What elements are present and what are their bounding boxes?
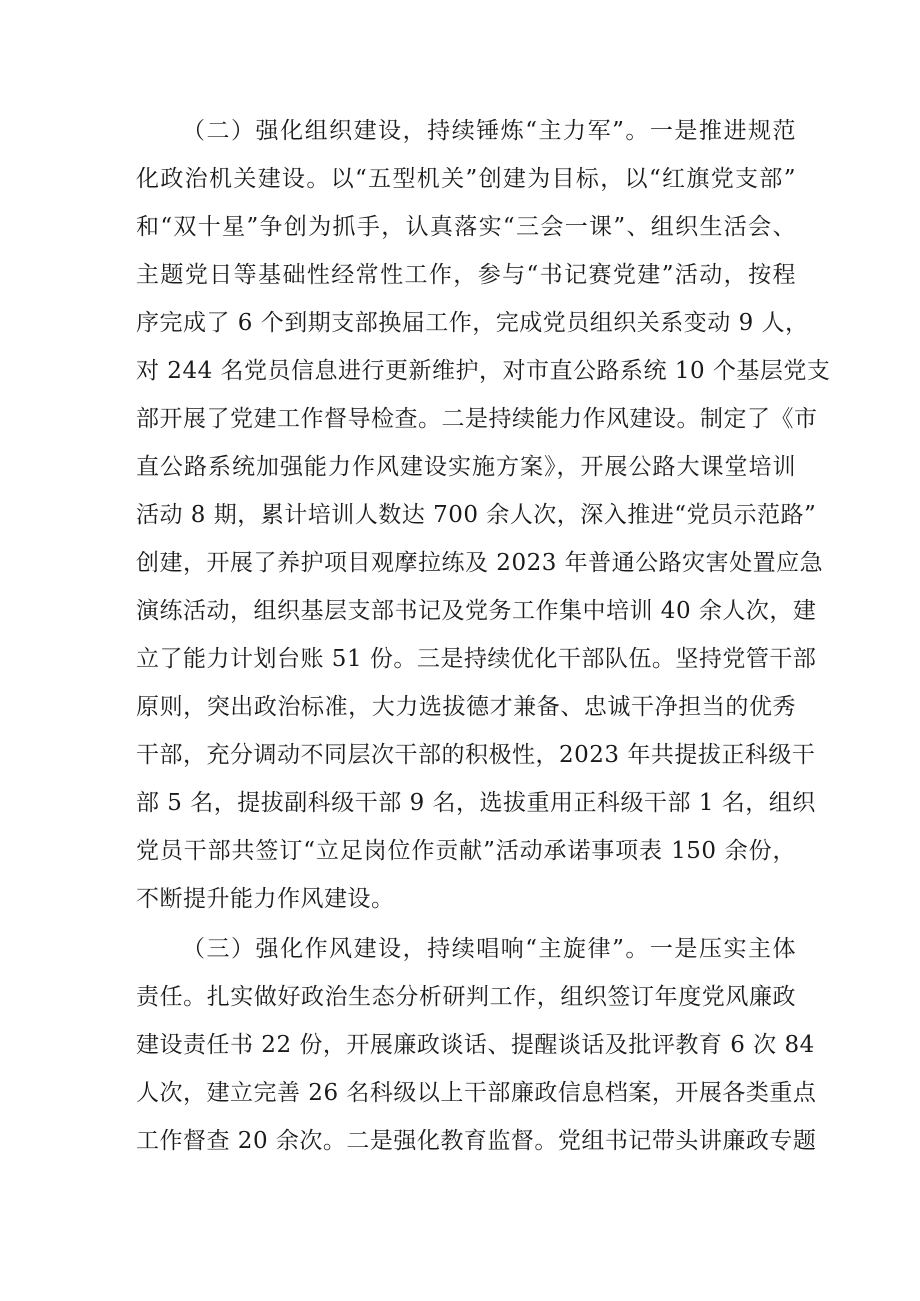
text-line: 党员干部共签订“立足岗位作贡献”活动承诺事项表 150 余份，: [136, 838, 796, 864]
text-line: 直公路系统加强能力作风建设实施方案》，开展公路大课堂培训: [136, 454, 796, 480]
text-line: 原则，突出政治标准，大力选拔德才兼备、忠诚干净担当的优秀: [136, 694, 796, 720]
text-line: 部 5 名，提拔副科级干部 9 名，选拔重用正科级干部 1 名，组织: [136, 790, 816, 816]
text-line: 干部，充分调动不同层次干部的积极性，2023 年共提拔正科级干: [136, 742, 816, 768]
text-line: 部开展了党建工作督导检查。二是持续能力作风建设。制定了《市: [136, 406, 818, 432]
text-line: 工作督查 20 余次。二是强化教育监督。党组书记带头讲廉政专题: [136, 1128, 817, 1154]
text-line: 创建，开展了养护项目观摩拉练及 2023 年普通公路灾害处置应急: [136, 550, 824, 576]
text-line: 活动 8 期，累计培训人数达 700 余人次，深入推进“党员示范路”: [136, 502, 817, 528]
paragraph-work-style-building: [136, 925, 817, 1165]
text-line: 人次，建立完善 26 名科级以上干部廉政信息档案，开展各类重点: [136, 1080, 817, 1106]
text-line: 化政治机关建设。以“五型机关”创建为目标，以“红旗党支部”: [136, 166, 796, 192]
text-line: 立了能力计划台账 51 份。三是持续优化干部队伍。坚持党管干部: [136, 646, 817, 672]
text-line: 演练活动，组织基层支部书记及党务工作集中培训 40 余人次，建: [136, 598, 817, 624]
text-line: 建设责任书 22 份，开展廉政谈话、提醒谈话及批评教育 6 次 84: [136, 1032, 815, 1058]
text-line: 主题党日等基础性经常性工作，参与“书记赛党建”活动，按程: [136, 262, 796, 288]
text-line: 对 244 名党员信息进行更新维护，对市直公路系统 10 个基层党支: [136, 358, 831, 384]
text-line: 责任。扎实做好政治生态分析研判工作，组织签订年度党风廉政: [136, 984, 796, 1010]
text-line: 序完成了 6 个到期支部换届工作，完成党员组织关系变动 9 人，: [136, 310, 809, 336]
text-line: （二）强化组织建设，持续锤炼“主力军”。一是推进规范: [182, 118, 796, 144]
text-line: （三）强化作风建设，持续唱响“主旋律”。一是压实主体: [182, 936, 796, 962]
text-line: 和“双十星”争创为抓手，认真落实“三会一课”、组织生活会、: [136, 214, 796, 240]
paragraph-organization-building: [136, 107, 831, 923]
text-line: 不断提升能力作风建设。: [136, 886, 395, 912]
